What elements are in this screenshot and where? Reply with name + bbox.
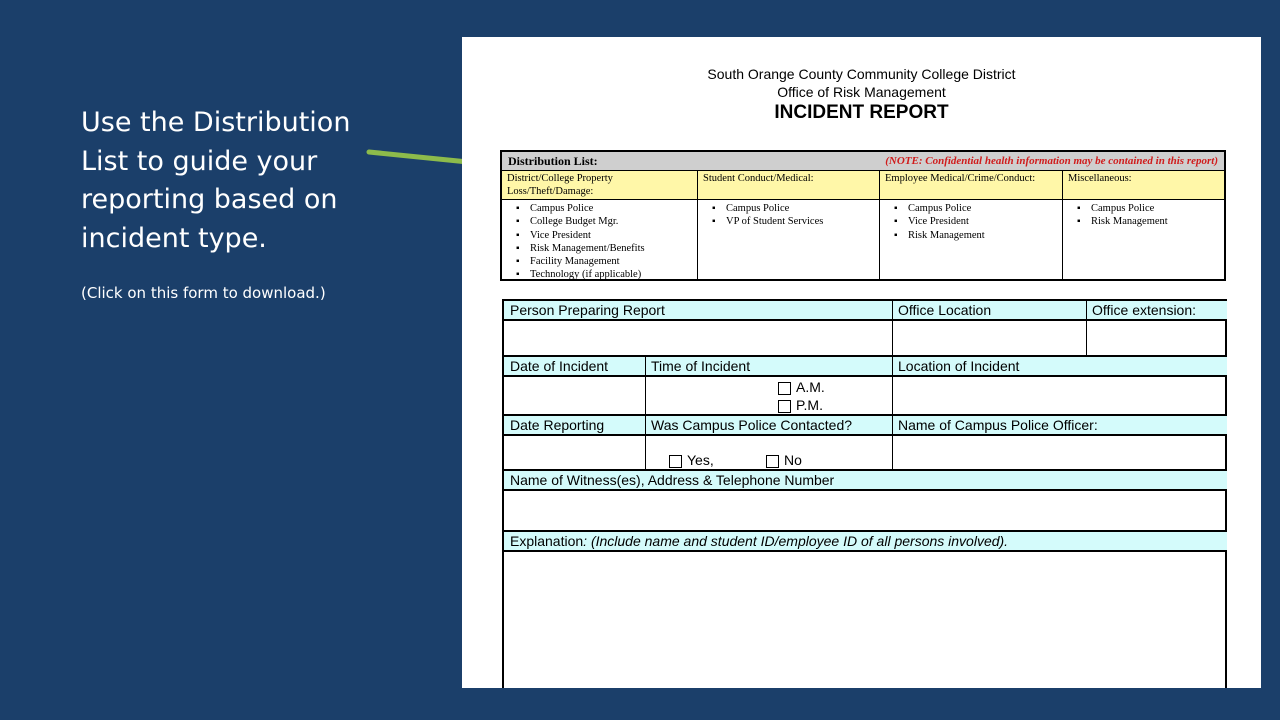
- rule: [504, 530, 1227, 532]
- rule: [504, 550, 1227, 552]
- am-label: A.M.: [796, 379, 825, 395]
- caption-headline: Use the Distribution List to guide your reporting based on incident type.: [81, 107, 351, 254]
- rule: [504, 375, 1227, 377]
- date-reporting-label: Date Reporting: [504, 416, 645, 435]
- list-item: ▪ Vice President: [894, 215, 1062, 228]
- pm-checkbox: [778, 400, 791, 413]
- yes-checkbox: [669, 455, 682, 468]
- dist-column-header: Student Conduct/Medical:: [698, 171, 879, 200]
- dist-column-misc: [1063, 171, 1224, 280]
- office-location-label: Office Location: [892, 301, 1086, 320]
- witness-label: Name of Witness(es), Address & Telephone Number: [504, 471, 1227, 490]
- distribution-list: [500, 150, 1226, 281]
- list-item: ▪ Campus Police: [516, 202, 697, 215]
- pm-option: [778, 396, 823, 414]
- officer-name-label: Name of Campus Police Officer:: [892, 416, 1227, 435]
- rule: [504, 469, 1227, 471]
- rule: [645, 357, 646, 470]
- pm-label: P.M.: [796, 397, 823, 413]
- dist-column-header: District/College Property Loss/Theft/Damage:: [502, 171, 697, 200]
- rule: [504, 355, 1227, 357]
- location-incident-label: Location of Incident: [892, 357, 1227, 376]
- no-checkbox: [766, 455, 779, 468]
- list-item: ▪ Campus Police: [712, 202, 879, 215]
- list-item: ▪ Facility Management: [516, 255, 697, 268]
- list-item: ▪ Campus Police: [894, 202, 1062, 215]
- no-label: No: [784, 452, 802, 468]
- dist-column-header: Employee Medical/Crime/Conduct:: [880, 171, 1062, 200]
- slide-caption: [81, 104, 381, 302]
- list-item: ▪ Risk Management: [1077, 215, 1224, 228]
- office-extension-label: Office extension:: [1086, 301, 1227, 320]
- am-checkbox: [778, 382, 791, 395]
- preparer-label: Person Preparing Report: [504, 301, 892, 320]
- list-item: ▪ Risk Management/Benefits: [516, 242, 697, 255]
- date-incident-label: Date of Incident: [504, 357, 645, 376]
- rule: [892, 301, 893, 357]
- rule: [504, 489, 1227, 491]
- dist-column-property: [502, 171, 698, 280]
- dist-column-header: Miscellaneous:: [1063, 171, 1224, 200]
- dist-column-employee: [880, 171, 1063, 280]
- distribution-title: Distribution List:: [508, 153, 598, 168]
- form-title: INCIDENT REPORT: [774, 102, 949, 123]
- list-item: ▪ Technology (if applicable): [516, 268, 697, 281]
- yes-label: Yes,: [687, 452, 714, 468]
- rule: [1086, 301, 1087, 357]
- form-header: [462, 65, 1261, 125]
- incident-form-grid: [502, 299, 1227, 688]
- rule: [892, 357, 893, 470]
- list-item: ▪ Vice President: [516, 229, 697, 242]
- dist-column-student: [698, 171, 880, 280]
- explanation-label: [504, 532, 1227, 551]
- no-option: [766, 451, 802, 469]
- police-contacted-label: Was Campus Police Contacted?: [645, 416, 892, 435]
- rule: [504, 319, 1227, 321]
- list-item: ▪ Risk Management: [894, 229, 1062, 242]
- office-name: Office of Risk Management: [777, 84, 946, 100]
- explanation-title: Explanation: [510, 533, 584, 549]
- caption-hint: (Click on this form to download.): [81, 284, 326, 302]
- time-incident-label: Time of Incident: [645, 357, 892, 376]
- list-item: ▪ VP of Student Services: [712, 215, 879, 228]
- list-item: ▪ Campus Police: [1077, 202, 1224, 215]
- explanation-hint: : (Include name and student ID/employee ID of all persons involved).: [583, 533, 1009, 549]
- am-option: [778, 378, 825, 396]
- rule: [504, 414, 1227, 416]
- list-item: ▪ College Budget Mgr.: [516, 215, 697, 228]
- yes-option: [669, 451, 714, 469]
- confidential-note: (NOTE: Confidential health information may be contained in this report): [885, 155, 1218, 167]
- rule: [504, 434, 1227, 436]
- org-name: South Orange County Community College District: [707, 66, 1016, 82]
- distribution-title-bar: [502, 152, 1224, 171]
- incident-report-form-link[interactable]: [462, 37, 1261, 688]
